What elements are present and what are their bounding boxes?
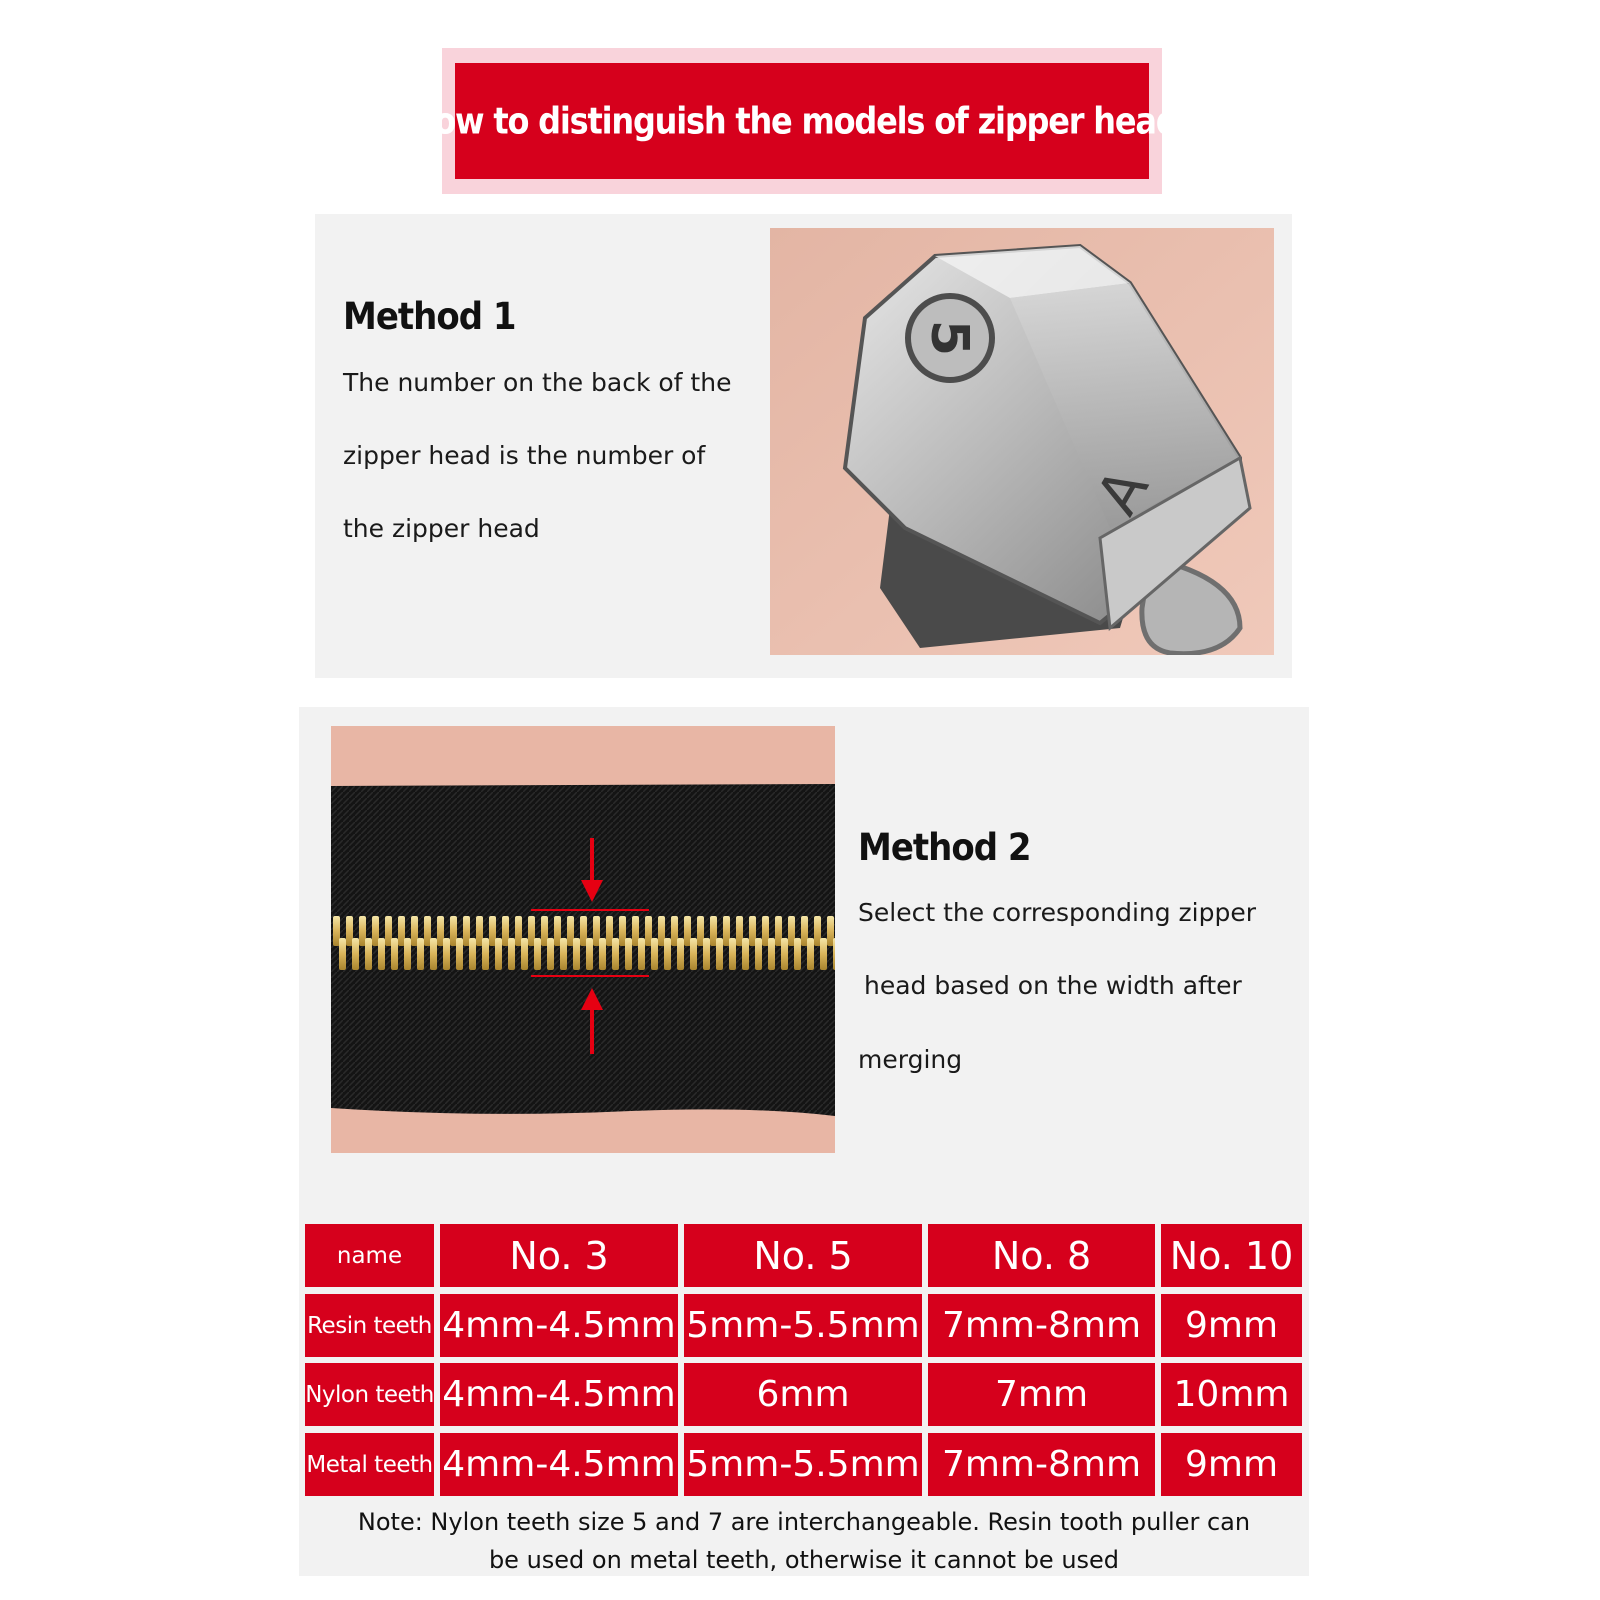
table-cell: 4mm-4.5mm: [440, 1294, 678, 1357]
method2-text-line: head based on the width after: [864, 971, 1242, 1000]
table-cell: 7mm-8mm: [928, 1433, 1155, 1496]
method1-heading: Method 1: [343, 295, 516, 339]
table-header-cell: name: [305, 1224, 434, 1287]
table-row-label: Nylon teeth: [305, 1363, 434, 1426]
table-cell: 9mm: [1161, 1433, 1302, 1496]
zipper-tape-photo: [331, 726, 835, 1153]
table-cell: 9mm: [1161, 1294, 1302, 1357]
table-cell: 4mm-4.5mm: [440, 1363, 678, 1426]
method1-text-line: The number on the back of the: [343, 368, 732, 397]
table-cell: 7mm: [928, 1363, 1155, 1426]
method2-heading: Method 2: [858, 826, 1031, 870]
table-header-cell: No. 8: [928, 1224, 1155, 1287]
table-cell: 7mm-8mm: [928, 1294, 1155, 1357]
note-line: Note: Nylon teeth size 5 and 7 are interchangeable. Resin tooth puller can: [357, 1508, 1251, 1536]
table-cell: 5mm-5.5mm: [684, 1294, 922, 1357]
table-row-label: Resin teeth: [305, 1294, 434, 1357]
method1-text-line: the zipper head: [343, 514, 540, 543]
table-header-cell: No. 3: [440, 1224, 678, 1287]
note-line: be used on metal teeth, otherwise it cannot be used: [488, 1546, 1120, 1574]
zipper-head-photo: [770, 228, 1274, 655]
method2-text-line: merging: [858, 1045, 963, 1074]
title-banner: [408, 63, 1196, 179]
table-header-cell: No. 10: [1161, 1224, 1302, 1287]
table-header-cell: No. 5: [684, 1224, 922, 1287]
page-title: How to distinguish the models of zipper heads: [408, 99, 1196, 143]
table-cell: 4mm-4.5mm: [440, 1433, 678, 1496]
method1-text-line: zipper head is the number of: [343, 441, 706, 470]
table-cell: 6mm: [684, 1363, 922, 1426]
method2-text-line: Select the corresponding zipper: [858, 898, 1257, 927]
table-cell: 5mm-5.5mm: [684, 1433, 922, 1496]
zipper-head-number-stamp: 5: [919, 319, 979, 357]
table-row-label: Metal teeth: [305, 1433, 434, 1496]
table-cell: 10mm: [1161, 1363, 1302, 1426]
zipper-head-letter-stamp: A: [1083, 457, 1162, 526]
